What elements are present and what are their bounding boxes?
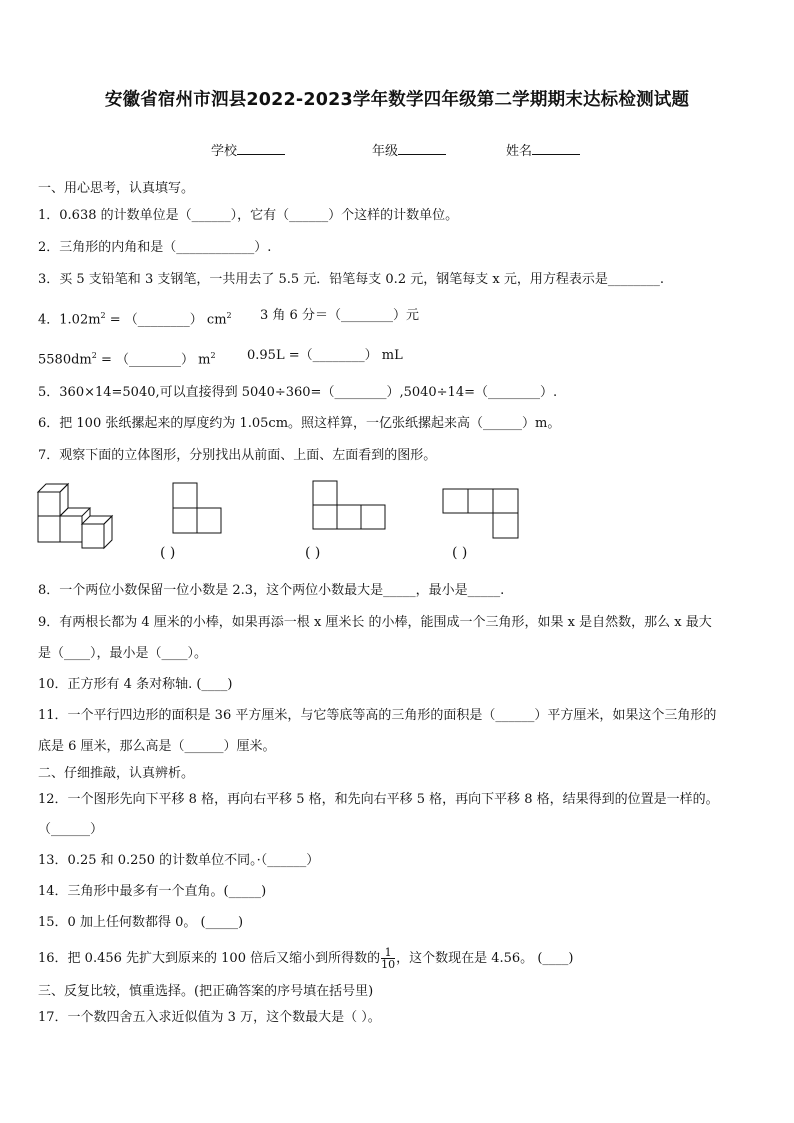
question-10: 10．正方形有 4 条对称轴. (____) bbox=[38, 677, 233, 692]
grade-label: 年级 bbox=[372, 144, 399, 159]
question-17: 17．一个数四舍五入求近似值为 3 万，这个数最大是（ ）。 bbox=[38, 1010, 381, 1025]
q4a-text-2: = （________） cm bbox=[105, 312, 227, 328]
fraction-numerator: 1 bbox=[381, 947, 395, 959]
name-field bbox=[506, 140, 580, 159]
view-figure-3 bbox=[442, 488, 520, 540]
question-11-line-2: 底是 6 厘米，那么高是（______）厘米。 bbox=[38, 739, 276, 754]
question-4-part-b: 3 角 6 分＝（________）元 bbox=[260, 308, 419, 323]
question-15: 15．0 加上任何数都得 0。 (_____) bbox=[38, 915, 244, 930]
one-tenth-fraction bbox=[381, 947, 395, 970]
school-label: 学校 bbox=[211, 144, 238, 159]
q4c-text: 5580dm bbox=[38, 352, 92, 368]
question-7: 7．观察下面的立体图形，分别找出从前面、上面、左面看到的图形。 bbox=[38, 448, 437, 463]
section-heading-3: 三、反复比较，慎重选择。(把正确答案的序号填在括号里) bbox=[38, 984, 374, 999]
question-4-part-d: 0.95L =（________） mL bbox=[247, 348, 403, 363]
section-heading-2: 二、仔细推敲，认真辨析。 bbox=[38, 766, 195, 781]
q4a-exponent-2: 2 bbox=[226, 311, 232, 320]
question-3: 3．买 5 支铅笔和 3 支钢笔，一共用去了 5.5 元．铅笔每支 0.2 元，钢笔每支 x 元，用方程表示是________. bbox=[38, 272, 664, 287]
name-label: 姓名 bbox=[506, 144, 533, 159]
question-12-line-2: （______） bbox=[38, 822, 104, 837]
answer-paren-3[interactable]: ( ) bbox=[452, 545, 468, 561]
answer-paren-2[interactable]: ( ) bbox=[305, 545, 321, 561]
q4c-text-2: = （________） m bbox=[96, 352, 211, 368]
q4c-exponent: 2 bbox=[91, 351, 97, 360]
question-16 bbox=[38, 946, 573, 972]
question-1: 1．0.638 的计数单位是（______），它有（______）个这样的计数单位。 bbox=[38, 208, 459, 223]
question-14: 14．三角形中最多有一个直角。(_____) bbox=[38, 884, 267, 899]
question-11-line-1: 11．一个平行四边形的面积是 36 平方厘米，与它等底等高的三角形的面积是（______）平方厘米，如果这个三角形的 bbox=[38, 708, 717, 723]
question-9-line-2: 是（____），最小是（____）。 bbox=[38, 646, 208, 661]
question-13: 13．0.25 和 0.250 的计数单位不同。·（______） bbox=[38, 853, 320, 868]
q4a-exponent: 2 bbox=[100, 311, 106, 320]
name-blank[interactable] bbox=[532, 142, 580, 155]
q4c-exponent-2: 2 bbox=[210, 351, 216, 360]
section-heading-1: 一、用心思考，认真填写。 bbox=[38, 181, 195, 196]
view-figure-2 bbox=[312, 480, 390, 530]
q16-text-2: ，这个数现在是 4.56。 (____) bbox=[396, 951, 574, 966]
q4a-text: 4．1.02m bbox=[38, 312, 101, 328]
page-title: 安徽省宿州市泗县2022-2023学年数学四年级第二学期期末达标检测试题 bbox=[104, 90, 690, 110]
grade-field bbox=[372, 140, 446, 159]
fraction-denominator: 10 bbox=[381, 958, 396, 971]
school-blank[interactable] bbox=[237, 142, 285, 155]
question-8: 8．一个两位小数保留一位小数是 2.3，这个两位小数最大是_____，最小是_____. bbox=[38, 583, 505, 598]
q16-text: 16．把 0.456 先扩大到原来的 100 倍后又缩小到所得数的 bbox=[38, 951, 381, 966]
grade-blank[interactable] bbox=[398, 142, 446, 155]
question-6: 6．把 100 张纸摞起来的厚度约为 1.05cm。照这样算，一亿张纸摞起来高（______）m。 bbox=[38, 416, 561, 431]
question-5: 5．360×14=5040,可以直接得到 5040÷360=（________）,5040÷14=（________）. bbox=[38, 385, 558, 400]
question-4-part-a bbox=[38, 308, 232, 328]
question-12-line-1: 12．一个图形先向下平移 8 格，再向右平移 5 格，和先向右平移 5 格，再向下平移 8 格，结果得到的位置是一样的。 bbox=[38, 792, 719, 807]
answer-paren-1[interactable]: ( ) bbox=[160, 545, 176, 561]
question-9-line-1: 9．有两根长都为 4 厘米的小棒，如果再添一根 x 厘米长 的小棒，能围成一个三角形，如果 x 是自然数，那么 x 最大 bbox=[38, 615, 712, 630]
view-figure-1 bbox=[172, 482, 224, 534]
cube-stack-figure bbox=[36, 480, 126, 550]
question-4-part-c bbox=[38, 348, 216, 368]
school-field bbox=[211, 140, 285, 159]
question-2: 2．三角形的内角和是（____________）. bbox=[38, 240, 272, 255]
